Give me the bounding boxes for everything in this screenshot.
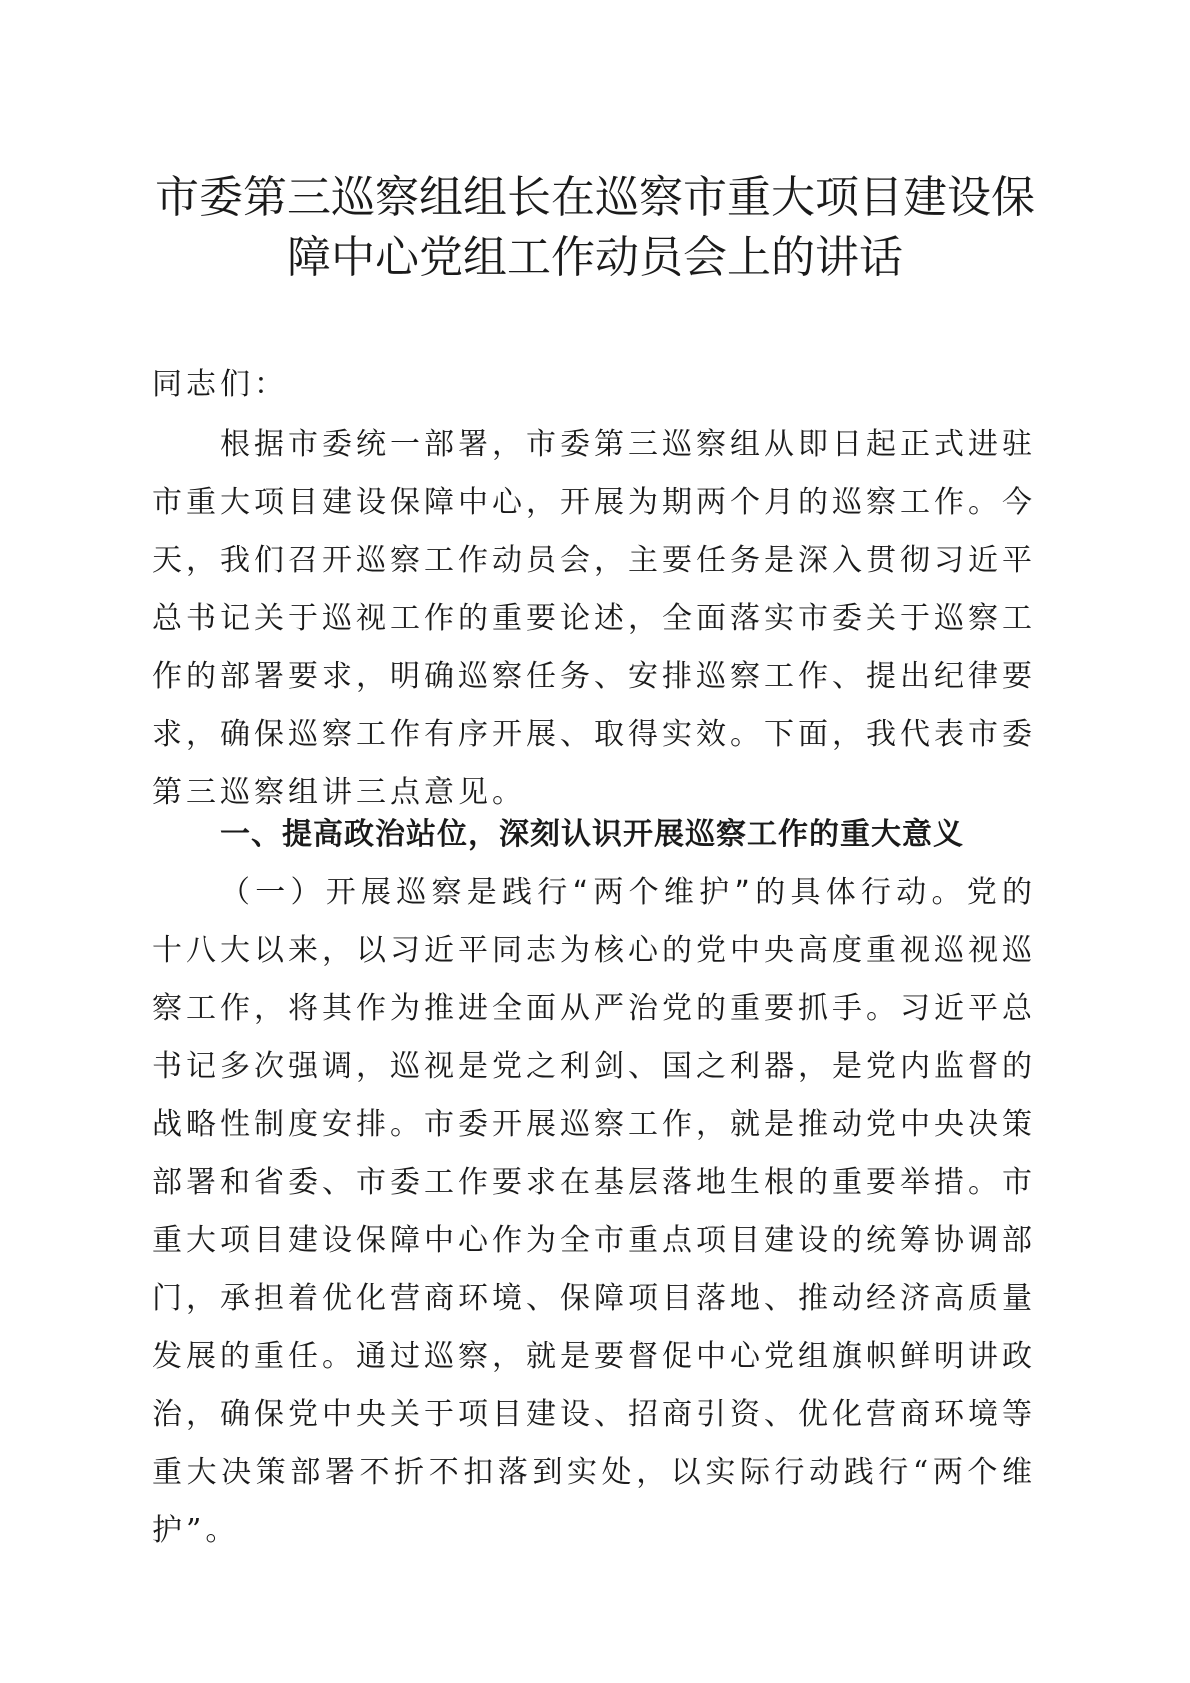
subsection-lead: （一）开展巡察是践行“两个维护”的具体行动。 (220, 875, 967, 910)
salutation: 同志们： (152, 367, 288, 402)
section-heading-1: 一、提高政治站位，深刻认识开展巡察工作的重大意义 (220, 817, 964, 852)
subsection-paragraph-1 (152, 864, 1036, 1560)
intro-paragraph: 根据市委统一部署，市委第三巡察组从即日起正式进驻市重大项目建设保障中心，开展为期两个月的巡察工作。今天，我们召开巡察工作动员会，主要任务是深入贯彻习近平总书记关于巡视工作的重要论述，全面落实市委关于巡察工作的部署要求，明确巡察任务、安排巡察工作、提出纪律要求，确保巡察工作有序开展、取得实效。下面，我代表市委第三巡察组讲三点意见。 (152, 427, 1036, 810)
subsection-body: 党的十八大以来，以习近平同志为核心的党中央高度重视巡视巡察工作，将其作为推进全面从严治党的重要抓手。习近平总书记多次强调，巡视是党之利剑、国之利器，是党内监督的战略性制度安排。市委开展巡察工作，就是推动党中央决策部署和省委、市委工作要求在基层落地生根的重要举措。市重大项目建设保障中心作为全市重点项目建设的统筹协调部门，承担着优化营商环境、保障项目落地、推动经济高质量发展的重任。通过巡察，就是要督促中心党组旗帜鲜明讲政治，确保党中央关于项目建设、招商引资、优化营商环境等重大决策部署不折不扣落到实处，以实际行动践行“两个维护”。 (152, 875, 1036, 1548)
document-title (140, 168, 1050, 288)
title-line-1: 市委第三巡察组组长在巡察市重大项目建设保 (155, 172, 1035, 223)
title-line-2: 障中心党组工作动员会上的讲话 (287, 232, 903, 283)
